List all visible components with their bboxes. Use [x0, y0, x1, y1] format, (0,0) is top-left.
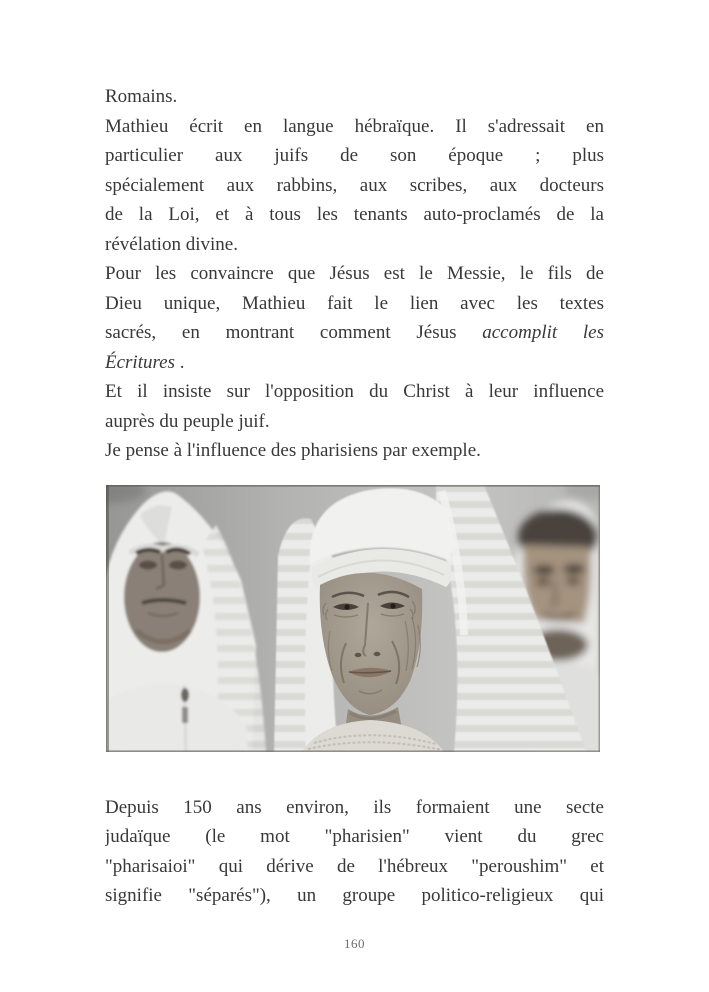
text-line: de la Loi, et à tous les tenants auto-proclamés de la: [105, 204, 604, 225]
text-line: Je pense à l'influence des pharisiens par exemple.: [105, 440, 481, 461]
paragraph: [105, 793, 604, 911]
paragraph: [105, 377, 604, 436]
text-line: Pour les convaincre que Jésus est le Messie, le fils de: [105, 263, 604, 284]
text-line: signifie "séparés"), un groupe politico-religieux qui: [105, 885, 604, 906]
text-line: "pharisaioi" qui dérive de l'hébreux "peroushim" et: [105, 855, 604, 877]
text-column: [105, 82, 604, 911]
text-line: [105, 318, 604, 348]
paragraph: [105, 436, 604, 466]
text-line: particulier aux juifs de son époque ; plus: [105, 145, 604, 166]
text-segment: .: [175, 351, 185, 373]
text-line: judaïque (le mot "pharisien" vient du grec: [105, 826, 604, 847]
page-number: 160: [344, 936, 365, 951]
text-segment: sacrés, en montrant comment Jésus: [105, 322, 457, 343]
text-line: spécialement aux rabbins, aux scribes, aux docteurs: [105, 174, 604, 196]
italic-text-segment: Écritures: [105, 351, 176, 373]
italic-text-segment: accomplit les: [482, 322, 604, 343]
paragraph: [105, 112, 604, 260]
text-line: Dieu unique, Mathieu fait le lien avec les textes: [105, 292, 604, 314]
paragraph: [105, 82, 604, 112]
photo-illustration: [106, 485, 600, 752]
text-line: Romains.: [105, 86, 178, 107]
paragraph: [105, 259, 604, 377]
text-line: [105, 348, 604, 378]
text-line: Mathieu écrit en langue hébraïque. Il s'adressait en: [105, 115, 604, 137]
text-line: révélation divine.: [105, 233, 238, 255]
text-line: Depuis 150 ans environ, ils formaient une secte: [105, 796, 604, 818]
photo-pharisees-film-still: [106, 485, 600, 752]
text-line: auprès du peuple juif.: [105, 410, 270, 432]
text-line: Et il insiste sur l'opposition du Christ à leur influence: [105, 381, 604, 402]
